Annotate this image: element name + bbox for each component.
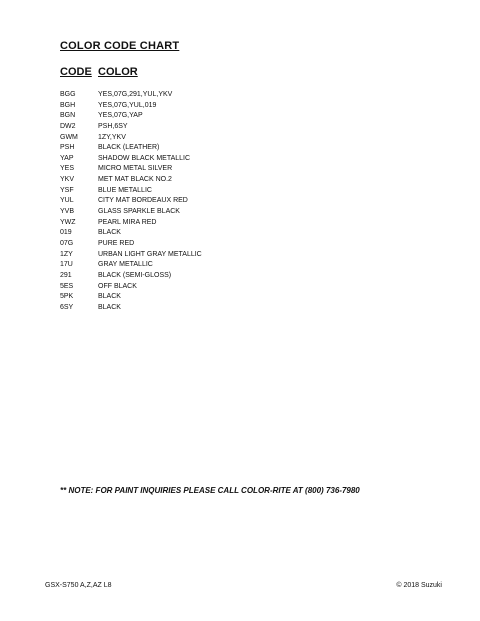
row-color: MICRO METAL SILVER (98, 165, 173, 173)
table-row (60, 239, 320, 250)
table-row (60, 207, 320, 218)
table-row (60, 133, 320, 144)
row-code: 6SY (60, 303, 74, 311)
row-code: GWM (60, 133, 78, 141)
table-row (60, 154, 320, 165)
table-row (60, 164, 320, 175)
row-color: 1ZY,YKV (98, 133, 126, 141)
table-row (60, 196, 320, 207)
table-row (60, 250, 320, 261)
row-code: BGH (60, 101, 76, 109)
table-row (60, 175, 320, 186)
row-code: YUL (60, 197, 74, 205)
row-color: OFF BLACK (98, 282, 137, 290)
row-color: URBAN LIGHT GRAY METALLIC (98, 250, 202, 258)
model-footer: GSX-S750 A,Z,AZ L8 (45, 582, 112, 589)
row-color: BLUE METALLIC (98, 186, 152, 194)
row-code: DW2 (60, 122, 76, 130)
row-color: SHADOW BLACK METALLIC (98, 154, 191, 162)
row-color: YES,07G,YUL,019 (98, 101, 157, 109)
row-code: 17U (60, 261, 73, 269)
table-row (60, 218, 320, 229)
table-row (60, 143, 320, 154)
paint-inquiry-note: ** NOTE: FOR PAINT INQUIRIES PLEASE CALL COLOR-RITE AT (800) 736-7980 (60, 486, 360, 495)
row-color: BLACK (LEATHER) (98, 144, 160, 152)
row-color: MET MAT BLACK NO.2 (98, 176, 172, 184)
table-row (60, 292, 320, 303)
row-color: PURE RED (98, 239, 135, 247)
row-code: BGN (60, 112, 76, 120)
row-color: PSH,6SY (98, 122, 128, 130)
table-row (60, 90, 320, 101)
row-code: YKV (60, 176, 75, 184)
row-color: BLACK (SEMI-GLOSS) (98, 271, 172, 279)
row-code: 5PK (60, 293, 74, 301)
row-code: 1ZY (60, 250, 73, 258)
row-color: BLACK (98, 303, 121, 311)
row-code: YAP (60, 154, 74, 162)
row-code: BGG (60, 91, 76, 98)
row-code: YVB (60, 208, 75, 216)
table-row (60, 228, 320, 239)
row-code: YSF (60, 186, 74, 194)
row-color: BLACK (98, 293, 121, 301)
row-color: BLACK (98, 229, 121, 237)
table-row (60, 186, 320, 197)
table-row (60, 260, 320, 271)
row-code: YES (60, 165, 75, 173)
row-color: PEARL MIRA RED (98, 218, 157, 226)
document-title: COLOR CODE CHART (60, 40, 180, 52)
row-code: 019 (60, 229, 72, 237)
row-code: 291 (60, 271, 72, 279)
copyright-footer: © 2018 Suzuki (396, 582, 442, 589)
row-color: GLASS SPARKLE BLACK (98, 208, 180, 216)
color-code-table (60, 90, 320, 313)
row-color: GRAY METALLIC (98, 261, 153, 269)
row-color: YES,07G,YAP (98, 112, 143, 120)
table-row (60, 282, 320, 293)
row-code: YWZ (60, 218, 76, 226)
row-color: CITY MAT BORDEAUX RED (98, 197, 188, 205)
table-row (60, 111, 320, 122)
table-header (60, 66, 260, 80)
table-row (60, 101, 320, 112)
table-row (60, 303, 320, 314)
color-column-header: COLOR (98, 66, 138, 78)
row-code: 5ES (60, 282, 74, 290)
row-code: 07G (60, 239, 74, 247)
table-row (60, 122, 320, 133)
row-code: PSH (60, 144, 75, 152)
table-row (60, 271, 320, 282)
code-column-header: CODE (60, 66, 92, 78)
row-color: YES,07G,291,YUL,YKV (98, 91, 173, 98)
